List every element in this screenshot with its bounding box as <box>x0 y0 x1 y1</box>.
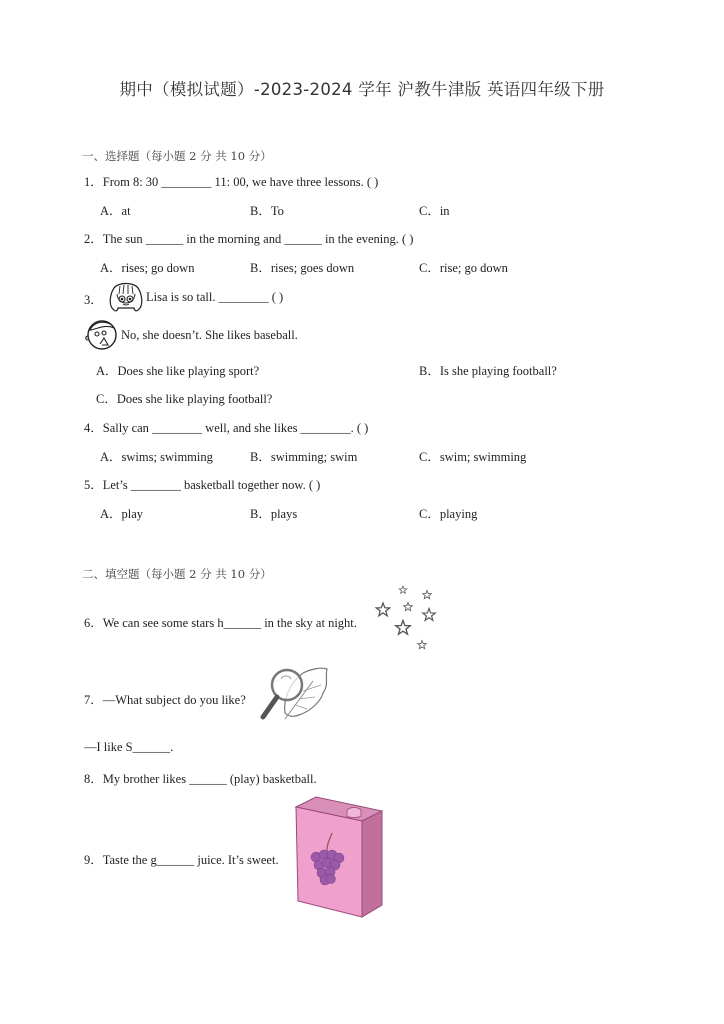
boy-face-icon <box>84 318 120 352</box>
section-heading-fill-in: 二、填空题（每小题 2 分 共 10 分） <box>82 567 272 581</box>
question-3-number: 3． <box>84 293 103 307</box>
q5-option-c[interactable]: C．playing <box>419 507 478 521</box>
page-title: 期中（模拟试题）-2023-2024 学年 沪教牛津版 英语四年级下册 <box>119 80 605 99</box>
question-9: 9．Taste the g______ juice. It’s sweet. <box>84 853 279 867</box>
q2-option-a[interactable]: A．rises; go down <box>100 261 195 275</box>
q3-option-c[interactable]: C．Does she like playing football? <box>96 392 273 406</box>
q2-option-c[interactable]: C．rise; go down <box>419 261 508 275</box>
magnifier-leaf-icon <box>255 663 335 725</box>
question-8: 8．My brother likes ______ (play) basketball. <box>84 772 317 786</box>
question-6: 6．We can see some stars h______ in the sky at night. <box>84 616 357 630</box>
question-7-answer-line: —I like S______. <box>84 740 174 754</box>
girl-face-icon <box>106 280 146 316</box>
question-2: 2．The sun ______ in the morning and ______ in the evening. ( ) <box>84 232 414 246</box>
q4-option-a[interactable]: A．swims; swimming <box>100 450 213 464</box>
q4-option-c[interactable]: C．swim; swimming <box>419 450 527 464</box>
grape-juice-box-icon <box>294 795 384 919</box>
q1-option-c[interactable]: C．in <box>419 204 450 218</box>
q1-option-b[interactable]: B．To <box>250 204 284 218</box>
question-3-line1: Lisa is so tall. ________ ( ) <box>146 290 284 304</box>
q5-option-a[interactable]: A．play <box>100 507 144 521</box>
q3-option-b[interactable]: B．Is she playing football? <box>419 364 557 378</box>
q5-option-b[interactable]: B．plays <box>250 507 298 521</box>
question-1: 1．From 8: 30 ________ 11: 00, we have three lessons. ( ) <box>84 175 379 189</box>
question-3-line2: No, she doesn’t. She likes baseball. <box>121 328 298 342</box>
question-5: 5．Let’s ________ basketball together now. ( ) <box>84 478 321 492</box>
question-4: 4．Sally can ________ well, and she likes ________. ( ) <box>84 421 369 435</box>
stars-icon <box>370 585 440 655</box>
question-7: 7．—What subject do you like? <box>84 693 246 707</box>
q2-option-b[interactable]: B．rises; goes down <box>250 261 355 275</box>
section-heading-choice: 一、选择题（每小题 2 分 共 10 分） <box>82 149 272 163</box>
q4-option-b[interactable]: B．swimming; swim <box>250 450 358 464</box>
q1-option-a[interactable]: A．at <box>100 204 131 218</box>
q3-option-a[interactable]: A．Does she like playing sport? <box>96 364 260 378</box>
